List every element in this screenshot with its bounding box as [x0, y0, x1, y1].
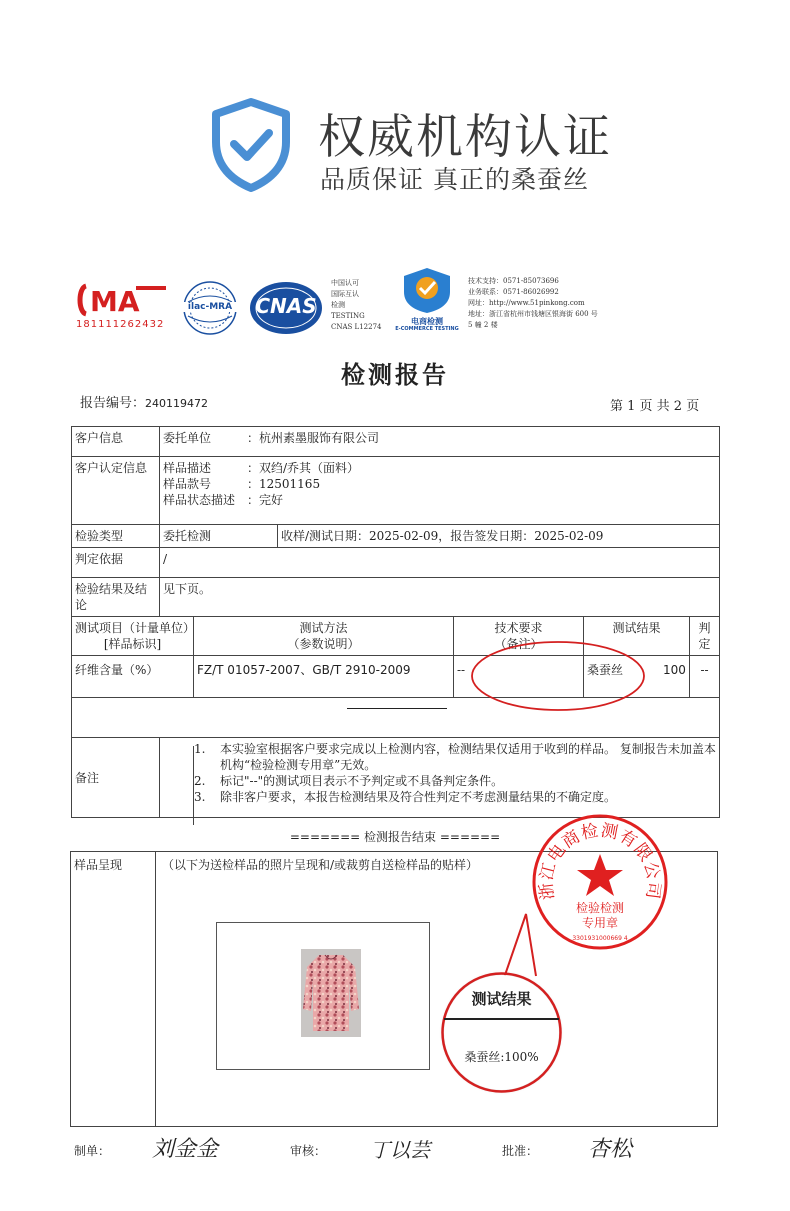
client-info-label: 客户信息: [72, 427, 160, 457]
sample-state-value: ：完好: [247, 493, 284, 507]
col-req-header: 技术要求 （备注）: [454, 617, 584, 656]
row-judge: --: [690, 656, 720, 698]
client-unit-value: ：杭州素墨服饰有限公司: [247, 431, 380, 445]
sample-photo-frame: [216, 922, 430, 1070]
sample-desc-value: ：双绉/乔其（面料）: [247, 461, 360, 475]
sample-desc-label: 样品描述: [163, 461, 212, 475]
sample-garment-image: [301, 949, 361, 1037]
sample-state-label: 样品状态描述: [163, 493, 236, 507]
ecom-label-cn: 电商检测: [411, 317, 443, 326]
table-row: [72, 525, 720, 548]
row-result-value: 100: [663, 663, 686, 677]
cnas-line: 检测: [331, 301, 345, 309]
page-info: 第 1 页 共 2 页: [610, 399, 700, 414]
basis-label: 判定依据: [72, 548, 160, 578]
sample-caption: （以下为送检样品的照片呈现和/或裁剪自送检样品的贴样）: [162, 858, 479, 872]
table-row: [72, 548, 720, 578]
ecom-label-en: E-COMMERCE TESTING: [395, 326, 459, 332]
svg-text:3301931000669 4: 3301931000669 4: [572, 935, 628, 942]
ecom-testing-logo: [390, 266, 464, 334]
maker-label: 制单：: [74, 1144, 111, 1158]
remarks-row: [72, 738, 720, 818]
contact-info: [468, 276, 638, 331]
cnas-info: [331, 278, 387, 333]
contact-line: 地址：浙江省杭州市钱塘区银海街 600 号: [468, 310, 598, 318]
hero-title: 权威机构认证: [318, 110, 612, 165]
col-item-header: 测试项目（计量单位） [样品标识]: [72, 617, 194, 656]
cnas-line: 国际互认: [331, 290, 359, 298]
cnas-logo: [248, 280, 324, 336]
conclusion-value: 见下页。: [160, 578, 720, 617]
cnas-text: CNAS: [255, 294, 317, 318]
maker-signature: 刘金金: [152, 1137, 219, 1162]
hero-subtitle: 品质保证 真正的桑蚕丝: [320, 165, 589, 194]
client-confirm-label: 客户认定信息: [72, 457, 160, 525]
client-unit-label: 委托单位: [163, 431, 212, 445]
remarks-label: 备注: [72, 738, 160, 818]
cnas-line: TESTING: [331, 312, 365, 320]
sample-no-label: 样品款号: [163, 477, 212, 491]
svg-text:检验检测: 检验检测: [575, 901, 625, 915]
contact-line: 5 幢 2 楼: [468, 321, 498, 329]
table-row: [72, 427, 720, 457]
remarks-inner-divider: [193, 746, 194, 825]
report-table: [71, 426, 720, 818]
contact-line: 业务联系：0571-86026992: [468, 288, 559, 296]
reviewer-label: 审核：: [290, 1144, 327, 1158]
conclusion-label: 检验结果及结论: [72, 578, 160, 617]
row-result-name: 桑蚕丝: [587, 663, 624, 677]
inspection-type-label: 检验类型: [72, 525, 160, 548]
row-req: --: [454, 656, 584, 698]
remarks-list: [160, 741, 716, 805]
cnas-line: CNAS L12274: [331, 323, 382, 331]
remark-item: 2. 标记"--"的测试项目表示不予判定或不具备判定条件。: [194, 774, 504, 788]
report-number-value: 240119472: [145, 397, 209, 410]
shield-check-icon: [210, 98, 292, 192]
basis-value: /: [160, 548, 720, 578]
cma-logo: [76, 282, 172, 332]
report-title: 检测报告: [341, 360, 449, 389]
remark-item: 1. 本实验室根据客户要求完成以上检测内容，检测结果仅适用于收到的样品。 复制报告未加盖本机构“检验检测专用章”无效。: [194, 742, 716, 772]
svg-text:浙江电商检测有限公司: 浙江电商检测有限公司: [536, 820, 664, 901]
report-number-label: 报告编号：: [80, 396, 146, 411]
ilac-text: ilac-MRA: [182, 302, 238, 312]
sample-divider: [155, 851, 156, 1127]
remark-item: 3. 除非客户要求，本报告检测结果及符合性判定不考虑测量结果的不确定度。: [194, 790, 617, 804]
row-method: FZ/T 01057-2007、GB/T 2910-2009: [194, 656, 454, 698]
divider-line: [347, 708, 447, 709]
approver-label: 批准：: [502, 1144, 539, 1158]
sample-info-cell: [160, 457, 720, 525]
contact-line: 技术支持：0571-85073696: [468, 277, 559, 285]
approver-signature: 杏松: [588, 1137, 633, 1162]
row-item: 纤维含量（%）: [72, 656, 194, 698]
callout-divider: [444, 1018, 559, 1020]
sample-label: 样品呈现: [74, 858, 123, 872]
callout-value: 桑蚕丝:100%: [464, 1050, 539, 1064]
col-method-header: 测试方法 （参数说明）: [194, 617, 454, 656]
col-result-header: 测试结果: [584, 617, 690, 656]
table-row: [72, 457, 720, 525]
report-end-line: ======= 检测报告结束 ======: [289, 830, 501, 844]
result-highlight-ellipse: [470, 640, 646, 712]
sample-no-value: ：12501165: [247, 477, 321, 491]
reviewer-signature: 丁以芸: [370, 1138, 430, 1162]
official-stamp: [530, 812, 670, 952]
cnas-line: 中国认可: [331, 279, 359, 287]
callout-title: 测试结果: [471, 990, 532, 1008]
svg-text:MA: MA: [90, 285, 140, 318]
remarks-cell: [160, 738, 720, 818]
inspection-type-value: 委托检测: [160, 525, 278, 548]
cma-number: 181111262432: [76, 319, 165, 330]
report-dates: 收样/测试日期：2025-02-09，报告签发日期：2025-02-09: [278, 525, 720, 548]
table-row: [72, 578, 720, 617]
client-unit-cell: [160, 427, 720, 457]
report-number: [80, 392, 208, 411]
svg-text:专用章: 专用章: [581, 916, 619, 930]
contact-line: 网址：http://www.51pinkong.com: [468, 299, 585, 307]
ilac-logo: [180, 280, 240, 336]
col-judge-header: 判定: [690, 617, 720, 656]
